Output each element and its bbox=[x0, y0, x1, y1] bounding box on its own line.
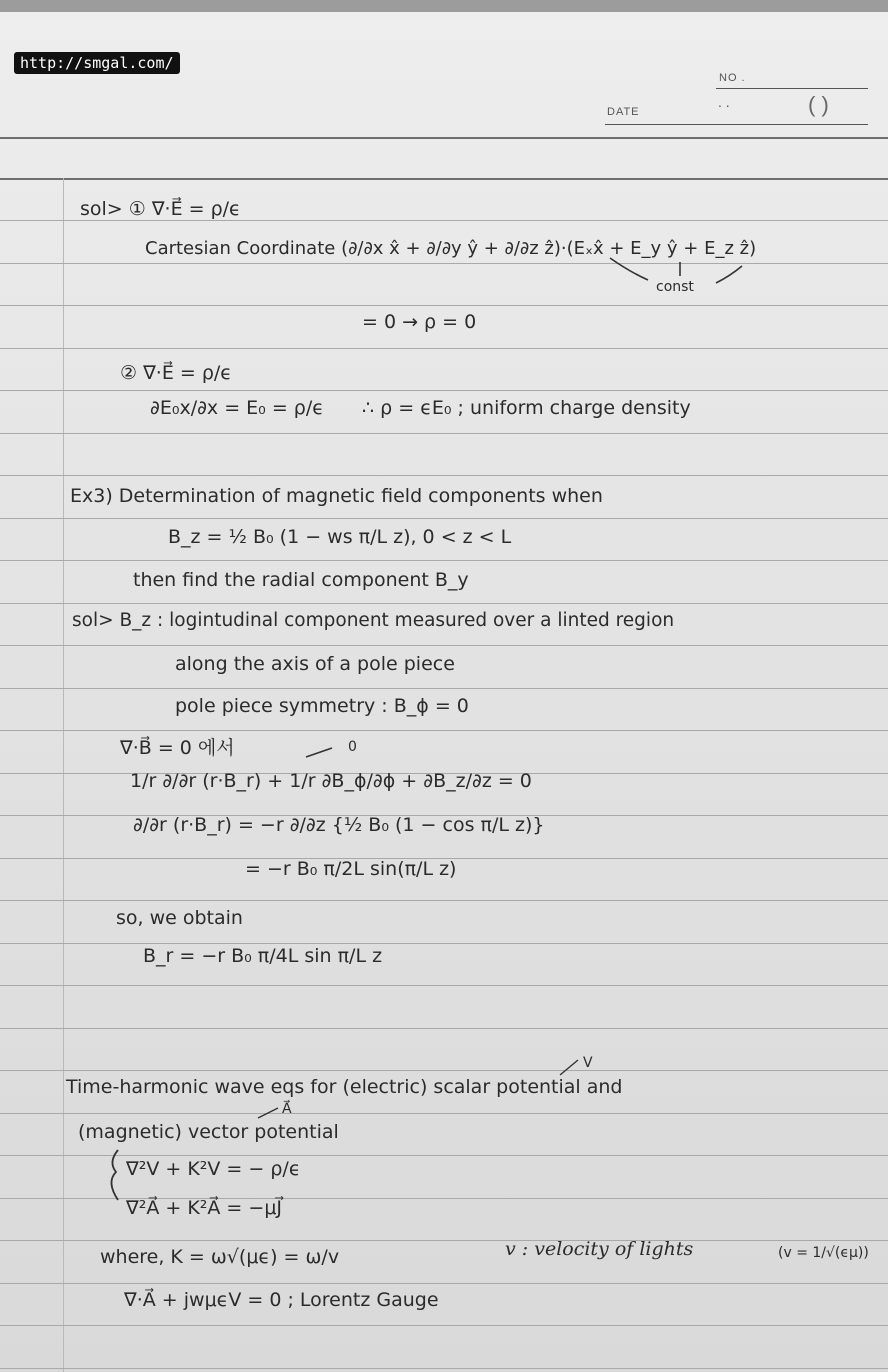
date-paren: ( ) bbox=[808, 92, 829, 117]
const-bracket-right bbox=[716, 266, 742, 283]
we-obtain-line: so, we obtain bbox=[116, 907, 243, 929]
cylindrical-divergence: 1/r ∂/∂r (r·B_r) + 1/r ∂B_ϕ/∂ϕ + ∂B_z/∂z = 0 bbox=[130, 770, 532, 792]
v-annotation: V bbox=[583, 1055, 593, 1071]
wavenumber-line: where, K = ω√(μϵ) = ω/v bbox=[100, 1246, 340, 1268]
arrow-a bbox=[258, 1108, 278, 1118]
sol-1-line: sol> ① ∇·E⃗ = ρ/ϵ bbox=[80, 198, 241, 220]
pole-axis-line: along the axis of a pole piece bbox=[175, 653, 455, 675]
velocity-formula: (v = 1/√(ϵμ)) bbox=[778, 1245, 869, 1261]
no-label: NO . bbox=[719, 72, 746, 84]
divergence-b-line: ∇·B⃗ = 0 에서 bbox=[120, 737, 235, 759]
rbr-derivative: ∂/∂r (r·B_r) = −r ∂/∂z {½ B₀ (1 − cos π/L z)} bbox=[133, 814, 545, 836]
lorentz-gauge-line: ∇·A⃗ + jwμϵV = 0 ; Lorentz Gauge bbox=[124, 1289, 439, 1311]
vector-wave-eq: ∇²A⃗ + K²A⃗ = −μJ⃗ bbox=[126, 1197, 283, 1219]
cartesian-line: Cartesian Coordinate (∂/∂x x̂ + ∂/∂y ŷ + ∂/∂z ẑ)·(Eₓx̂ + E_y ŷ + E_z ẑ) bbox=[145, 238, 757, 259]
zero-mark: 0 bbox=[348, 739, 357, 755]
radial-prompt: then find the radial component B_y bbox=[133, 569, 469, 591]
uniform-density-line: ∴ ρ = ϵE₀ ; uniform charge density bbox=[362, 397, 691, 419]
rho-zero-line: = 0 → ρ = 0 bbox=[362, 311, 477, 333]
vector-potential-line: (magnetic) vector potential bbox=[78, 1121, 339, 1143]
arrow-v bbox=[560, 1060, 578, 1075]
rbr-result: = −r B₀ π/2L sin(π/L z) bbox=[245, 858, 457, 880]
date-label: DATE bbox=[607, 106, 640, 118]
strike-mark bbox=[306, 748, 332, 757]
date-dots: . . bbox=[718, 94, 730, 110]
velocity-note: v : velocity of lights bbox=[505, 1238, 694, 1260]
sol-bz-line: sol> B_z : logintudinal component measured over a linted region bbox=[72, 610, 675, 631]
br-result: B_r = −r B₀ π/4L sin π/L z bbox=[143, 945, 383, 967]
symmetry-line: pole piece symmetry : B_ϕ = 0 bbox=[175, 695, 469, 717]
const-label: const bbox=[656, 279, 694, 295]
time-harmonic-line: Time-harmonic wave eqs for (electric) scalar potential and bbox=[66, 1076, 623, 1098]
ex3-heading: Ex3) Determination of magnetic field components when bbox=[70, 485, 603, 507]
watermark-url[interactable]: http://smgal.com/ bbox=[14, 52, 180, 74]
bz-equation: B_z = ½ B₀ (1 − ws π/L z), 0 < z < L bbox=[168, 526, 512, 548]
derivative-line: ∂E₀x/∂x = E₀ = ρ/ϵ bbox=[150, 397, 324, 419]
scalar-wave-eq: ∇²V + K²V = − ρ/ϵ bbox=[126, 1158, 301, 1180]
sol-2-line: ② ∇·E⃗ = ρ/ϵ bbox=[120, 362, 232, 384]
a-annotation: A⃗ bbox=[282, 1101, 292, 1117]
system-brace bbox=[111, 1150, 118, 1200]
